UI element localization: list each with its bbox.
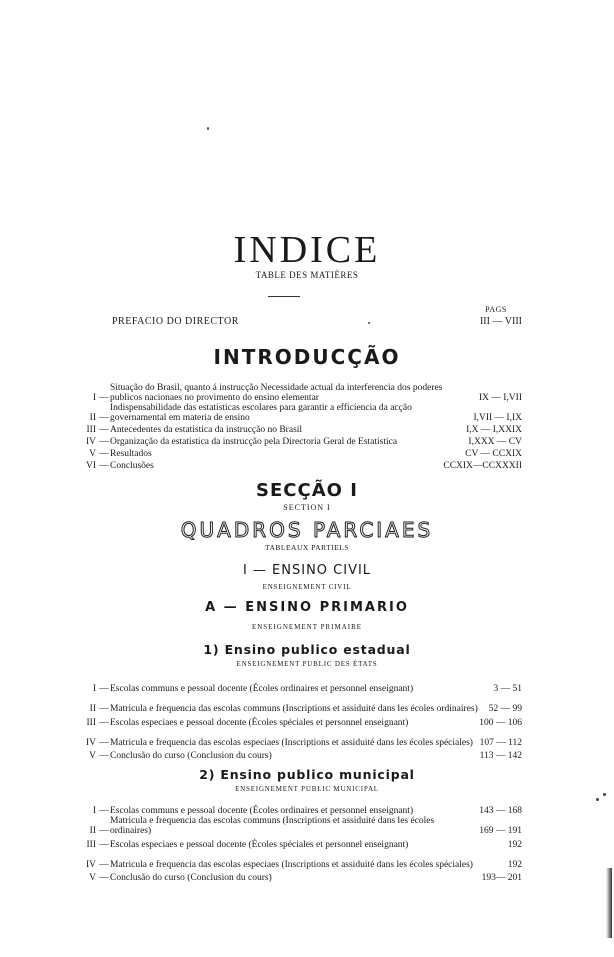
stray-dot xyxy=(603,793,606,796)
list-item: V — Resultados CV — CCXIX xyxy=(74,447,522,459)
ensino-primario-heading: A — ENSINO PRIMARIO xyxy=(205,600,409,615)
item-number: V xyxy=(89,751,96,761)
item-text: Matricula e frequencia das escolas communs (Inscriptions et assiduité dans les écoles ordinaires) xyxy=(110,816,435,836)
introducao-heading: INTRODUCÇÃO xyxy=(213,345,401,369)
municipal-heading: 2) Ensino publico municipal xyxy=(199,767,415,782)
estadual-subheading: ENSEIGNEMENT PUBLIC DES ÉTATS xyxy=(236,660,378,668)
estadual-list xyxy=(74,681,522,761)
item-pages: 107 — 112 xyxy=(479,738,522,748)
introducao-list xyxy=(74,381,522,471)
item-number: IV xyxy=(85,738,96,748)
list-item: III — Escolas especiaes e pessoal docente (Écoles spéciales et personnel enseignant) 100 — 106 xyxy=(74,714,522,728)
item-number: I xyxy=(92,806,96,816)
item-text: Matricula e frequencia das escolas communs (Inscriptions et assiduité dans les écoles ordinaires) xyxy=(110,704,478,714)
item-text: Conclusões xyxy=(110,461,154,471)
item-text: Escolas especiaes e pessoal docente (Écoles spéciales et personnel enseignant) xyxy=(110,718,409,728)
item-number: II xyxy=(89,413,96,423)
item-pages: IX — I,VII xyxy=(478,393,522,403)
item-number: V xyxy=(89,449,96,459)
estadual-heading: 1) Ensino publico estadual xyxy=(203,642,411,657)
item-number: IV xyxy=(85,437,96,447)
pages-column-header: PAGS xyxy=(485,305,507,314)
item-number: I xyxy=(92,684,96,694)
ensino-civil-subheading: ENSEIGNEMENT CIVIL xyxy=(262,583,352,591)
page-subtitle: TABLE DES MATIÈRES xyxy=(255,270,359,280)
item-number: I xyxy=(92,393,96,403)
item-pages: 193— 201 xyxy=(481,873,522,883)
item-number: V xyxy=(89,873,96,883)
item-text: Indispensabilidade das estatisticas escolares para garantir a efficiencia da acção governamental em materia de ensino xyxy=(110,403,412,423)
list-item: I — Escolas communs e pessoal docente (Écoles ordinaires et personnel enseignant) 3 — 51 xyxy=(74,681,522,694)
seccao-heading: SECÇÃO I xyxy=(256,480,358,501)
list-item: I — Situação do Brasil, quanto á instrucção Necessidade actual da interferencia dos poderes publicos nacionaes no provimento do ensino elementar IX — I,VII xyxy=(74,381,522,403)
item-number: VI xyxy=(85,461,96,471)
municipal-list xyxy=(74,803,522,883)
item-pages: I,XXX — CV xyxy=(468,437,522,447)
list-item: V — Conclusão do curso (Conclusion du cours) 193— 201 xyxy=(74,870,522,883)
item-pages: CV — CCXIX xyxy=(465,449,522,459)
prefacio-label: PREFACIO DO DIRECTOR xyxy=(112,316,239,327)
stray-dot xyxy=(207,127,209,130)
seccao-subheading: SECTION I xyxy=(283,503,331,512)
item-text: Escolas especiaes e pessoal docente (Écoles spéciales et personnel enseignant) xyxy=(110,840,409,850)
list-item: IV — Organização da estatistica da instrucção pela Directoria Geral de Estatistica I,XXX — CV xyxy=(74,435,522,447)
item-text: Resultados xyxy=(110,449,152,459)
page-title: INDICE xyxy=(233,229,381,271)
item-text: Conclusão do curso (Conclusion du cours) xyxy=(110,873,272,883)
item-pages: 169 — 191 xyxy=(479,826,522,836)
list-item: II — Indispensabilidade das estatisticas escolares para garantir a efficiencia da acção governamental em materia de ensino I,VII — I,IX xyxy=(74,403,522,423)
item-text: Matricula e frequencia das escolas especiaes (Inscriptions et assiduité dans les écoles spéciales) xyxy=(110,860,473,870)
list-item: I — Escolas communs e pessoal docente (Écoles ordinaires et personnel enseignant) 143 — 168 xyxy=(74,803,522,816)
quadros-heading: QUADROS PARCIAES xyxy=(180,518,434,542)
item-text: Escolas communs e pessoal docente (Écoles ordinaires et personnel enseignant) xyxy=(110,684,414,694)
item-pages: CCXIX—CCXXXII xyxy=(443,461,522,471)
title-divider xyxy=(268,296,300,297)
item-pages: 192 xyxy=(507,860,522,870)
stray-dot xyxy=(596,798,599,801)
municipal-subheading: ENSEIGNEMENT PUBLIC MUNICIPAL xyxy=(235,785,379,793)
item-pages: I,X — I,XXIX xyxy=(466,425,522,435)
list-item: II — Matricula e frequencia das escolas communs (Inscriptions et assiduité dans les écoles ordinaires) 52 — 99 xyxy=(74,694,522,714)
item-pages: 52 — 99 xyxy=(488,704,522,714)
item-pages: 113 — 142 xyxy=(479,751,522,761)
list-item: II — Matricula e frequencia das escolas communs (Inscriptions et assiduité dans les écoles ordinaires) 169 — 191 xyxy=(74,816,522,836)
item-pages: 143 — 168 xyxy=(479,806,522,816)
list-item: IV — Matricula e frequencia das escolas especiaes (Inscriptions et assiduité dans les écoles spéciales) 192 xyxy=(74,850,522,870)
item-number: IV xyxy=(85,860,96,870)
item-text: Antecedentes da estatistica da instrucção no Brasil xyxy=(110,425,303,435)
ensino-primario-subheading: ENSEIGNEMENT PRIMAIRE xyxy=(251,623,363,631)
item-text: Organização da estatistica da instrucção pela Directoria Geral de Estatistica xyxy=(110,437,398,447)
stray-dot xyxy=(368,322,370,324)
item-text: Conclusão do curso (Conclusion du cours) xyxy=(110,751,272,761)
item-number: II xyxy=(89,826,96,836)
list-item: IV — Matricula e frequencia das escolas especiaes (Inscriptions et assiduité dans les écoles spéciales) 107 — 112 xyxy=(74,728,522,748)
quadros-subheading: TABLEAUX PARTIELS xyxy=(264,543,350,552)
list-item: III — Escolas especiaes e pessoal docente (Écoles spéciales et personnel enseignant) 192 xyxy=(74,836,522,850)
item-pages: 192 xyxy=(507,840,522,850)
item-text: Escolas communs e pessoal docente (Écoles ordinaires et personnel enseignant) xyxy=(110,806,414,816)
item-pages: 100 — 106 xyxy=(479,718,522,728)
item-number: III xyxy=(86,718,96,728)
list-item: V — Conclusão do curso (Conclusion du cours) 113 — 142 xyxy=(74,748,522,761)
item-pages: 3 — 51 xyxy=(493,684,522,694)
item-text: Situação do Brasil, quanto á instrucção Necessidade actual da interferencia dos poderes publicos nacionaes no provimento do ensino elementar xyxy=(110,383,443,403)
prefacio-pages: III — VIII xyxy=(479,316,522,327)
ensino-civil-heading: I — ENSINO CIVIL xyxy=(242,563,372,578)
item-number: III xyxy=(86,425,96,435)
item-text: Matricula e frequencia das escolas especiaes (Inscriptions et assiduité dans les écoles spéciales) xyxy=(110,738,473,748)
page-edge-shadow xyxy=(606,868,612,938)
item-number: II xyxy=(89,704,96,714)
list-item: VI — Conclusões CCXIX—CCXXXII xyxy=(74,459,522,471)
item-pages: I,VII — I,IX xyxy=(473,413,522,423)
list-item: III — Antecedentes da estatistica da instrucção no Brasil I,X — I,XXIX xyxy=(74,423,522,435)
item-number: III xyxy=(86,840,96,850)
